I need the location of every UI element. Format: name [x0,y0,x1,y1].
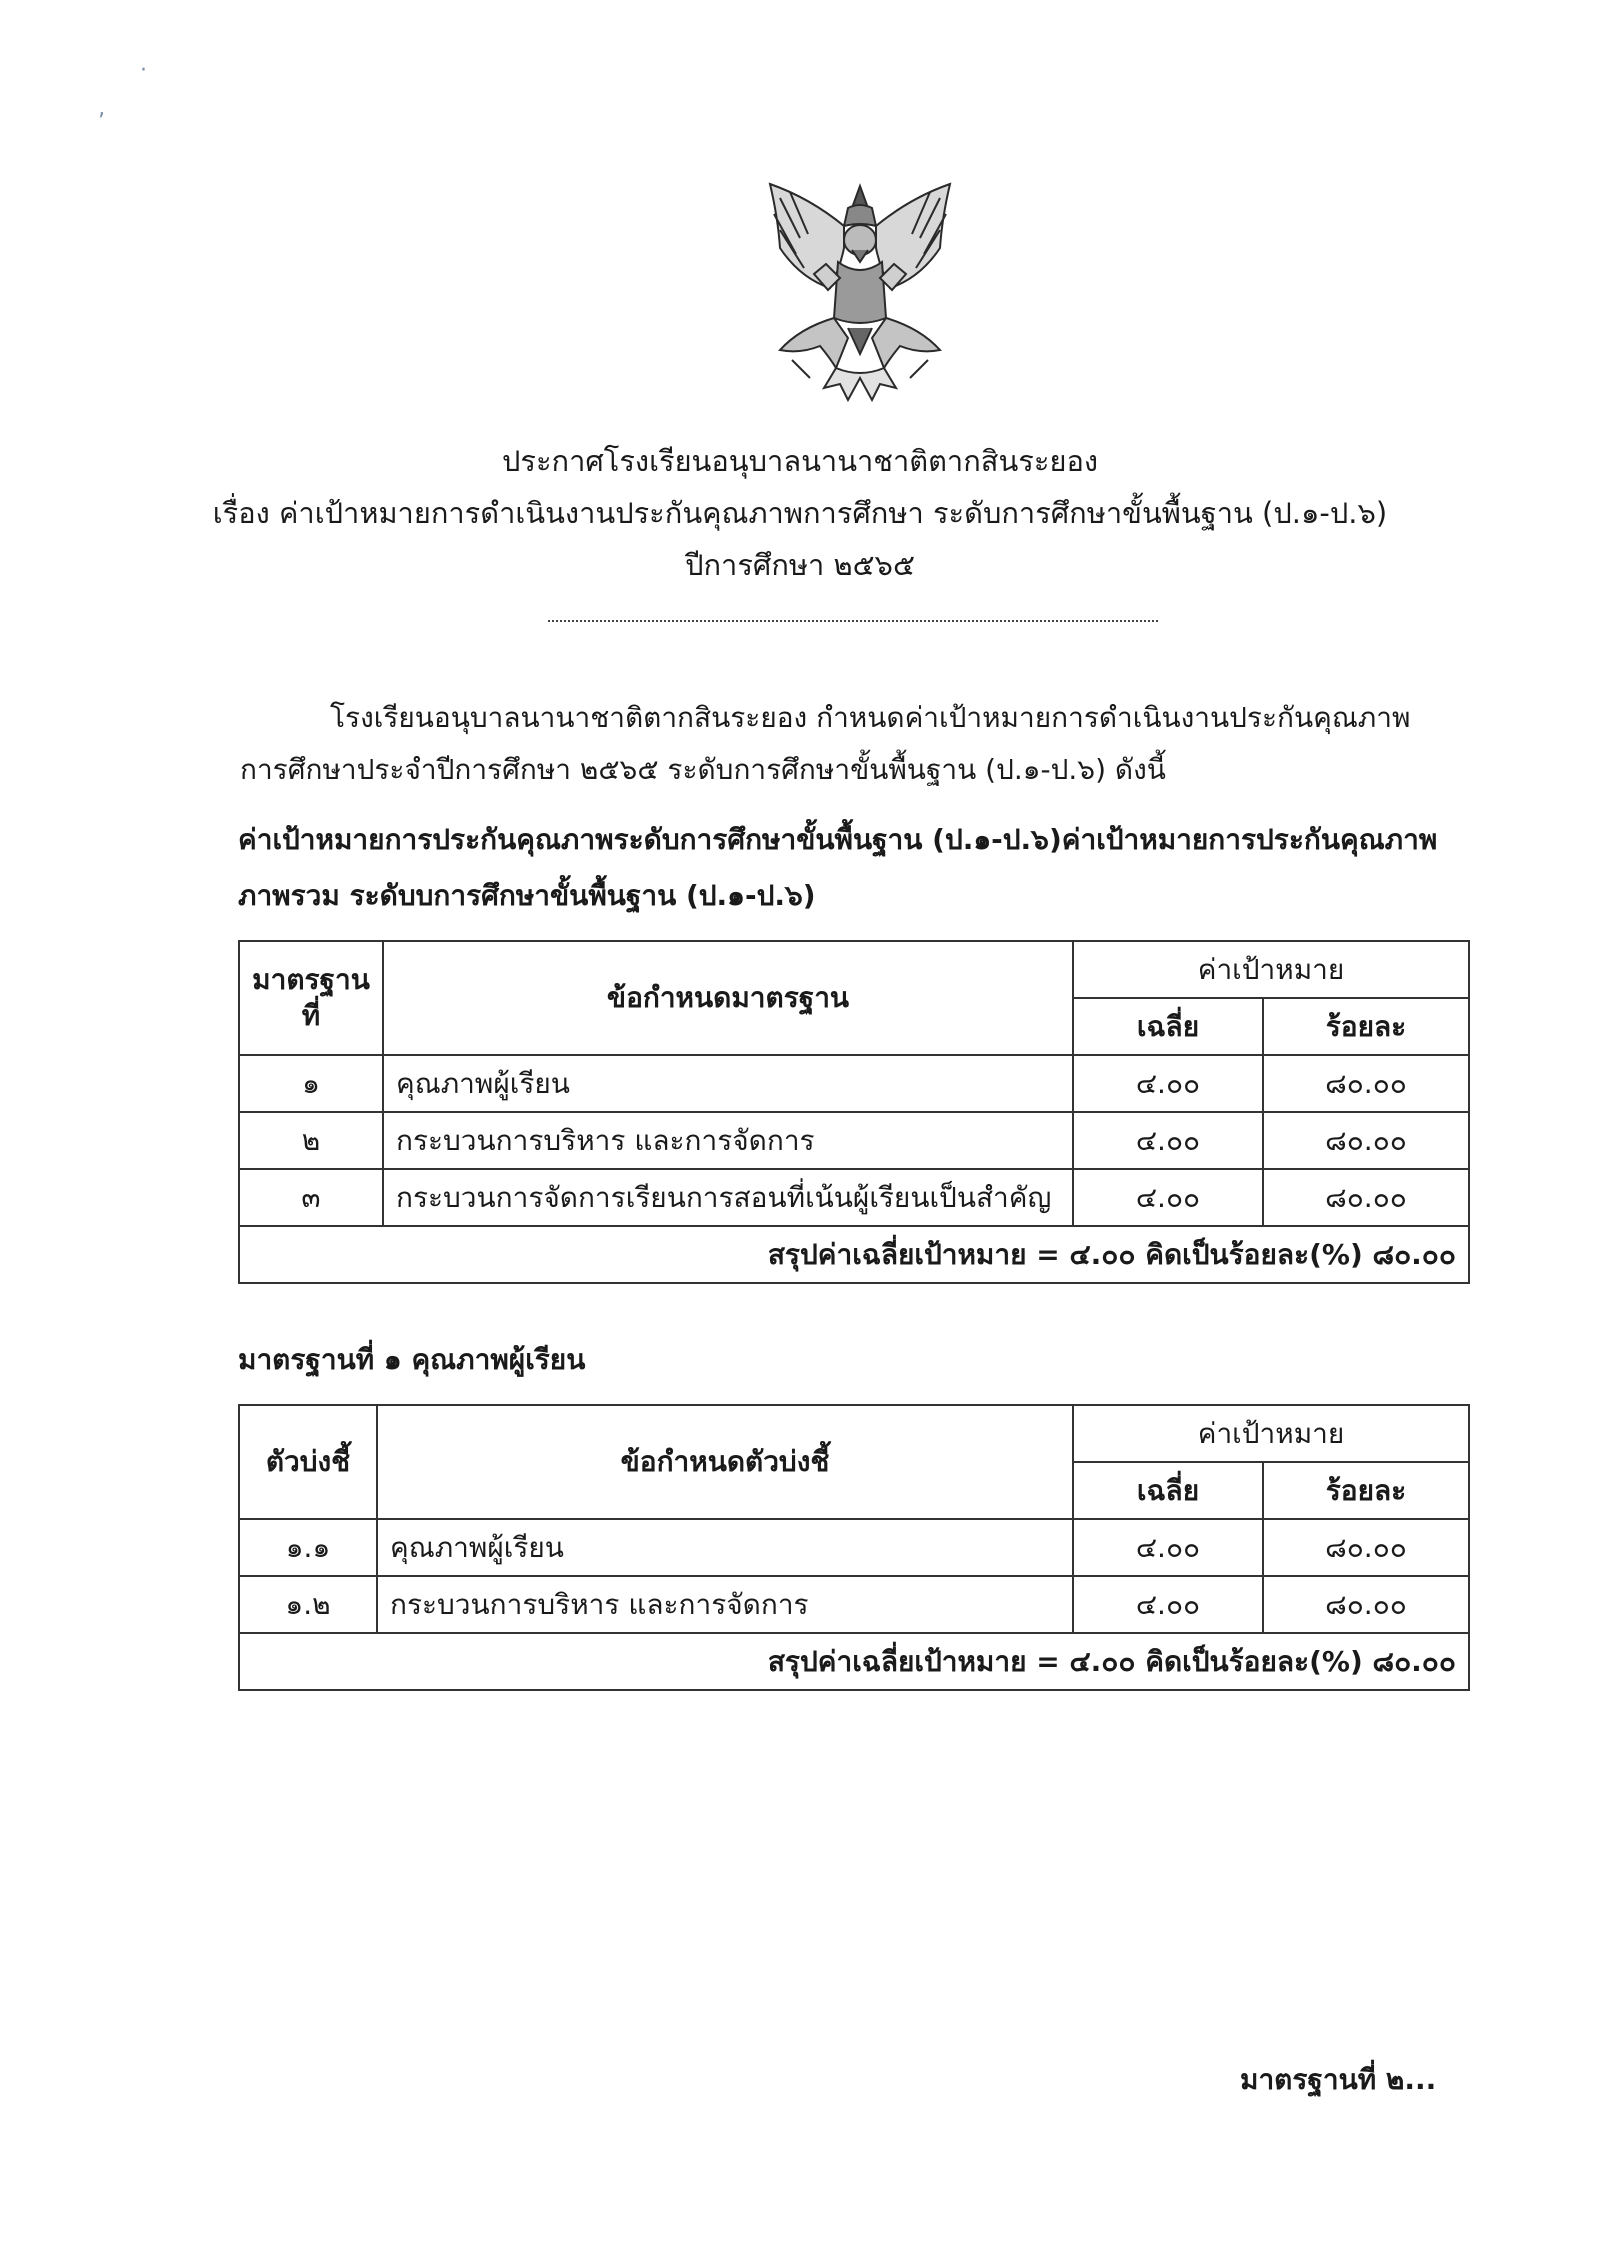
column-header-target: ค่าเป้าหมาย [1073,941,1469,998]
standards-target-table [238,940,1470,1284]
section-1-heading-line-2: ภาพรวม ระดับบการศึกษาขั้นพื้นฐาน (ป.๑-ป.๖) [238,879,816,912]
summary-text: สรุปค่าเฉลี่ยเป้าหมาย = ๔.๐๐ คิดเป็นร้อยละ(%) ๘๐.๐๐ [239,1226,1469,1283]
table-row [239,1112,1469,1169]
target-average: ๔.๐๐ [1073,1112,1263,1169]
column-header-target: ค่าเป้าหมาย [1073,1405,1469,1462]
target-percent: ๘๐.๐๐ [1263,1055,1469,1112]
column-header-indicator-desc: ข้อกำหนดตัวบ่งชี้ [377,1405,1073,1519]
target-average: ๔.๐๐ [1073,1169,1263,1226]
standard-desc: กระบวนการจัดการเรียนการสอนที่เน้นผู้เรียนเป็นสำคัญ [383,1169,1073,1226]
section-2-heading: มาตรฐานที่ ๑ คุณภาพผู้เรียน [238,1343,586,1376]
standard-no: ๒ [239,1112,383,1169]
indicator-desc: กระบวนการบริหาร และการจัดการ [377,1576,1073,1633]
target-percent: ๘๐.๐๐ [1263,1519,1469,1576]
table-row [239,1169,1469,1226]
table-row [239,1576,1469,1633]
target-average: ๔.๐๐ [1073,1519,1263,1576]
standard-desc: คุณภาพผู้เรียน [383,1055,1073,1112]
target-percent: ๘๐.๐๐ [1263,1112,1469,1169]
column-header-percent: ร้อยละ [1263,1462,1469,1519]
target-percent: ๘๐.๐๐ [1263,1169,1469,1226]
indicator-desc: คุณภาพผู้เรียน [377,1519,1073,1576]
summary-row [239,1633,1469,1690]
scan-speck: · [140,58,147,83]
intro-line-2: การศึกษาประจำปีการศึกษา ๒๕๖๕ ระดับการศึกษาขั้นพื้นฐาน (ป.๑-ป.๖) ดังนี้ [240,753,1166,786]
standard-desc: กระบวนการบริหาร และการจัดการ [383,1112,1073,1169]
standard-no: ๑ [239,1055,383,1112]
column-header-standard-desc: ข้อกำหนดมาตรฐาน [383,941,1073,1055]
announcement-subject: เรื่อง ค่าเป้าหมายการดำเนินงานประกันคุณภาพการศึกษา ระดับการศึกษาขั้นพื้นฐาน (ป.๑-ป.๖) [212,496,1388,530]
table-row [239,1055,1469,1112]
announcement-title: ประกาศโรงเรียนอนุบาลนานาชาติตากสินระยอง [501,444,1099,478]
indicator-no: ๑.๑ [239,1519,377,1576]
column-header-standard-no [239,941,383,1055]
target-percent: ๘๐.๐๐ [1263,1576,1469,1633]
column-header-average: เฉลี่ย [1073,1462,1263,1519]
column-header-percent: ร้อยละ [1263,998,1469,1055]
section-1-heading-line-1: ค่าเป้าหมายการประกันคุณภาพระดับการศึกษาขั้นพื้นฐาน (ป.๑-ป.๖)ค่าเป้าหมายการประกันคุณภาพ [238,823,1438,856]
table-row [239,1519,1469,1576]
table-header-row [239,1405,1469,1462]
garuda-emblem-icon [740,178,980,418]
column-header-average: เฉลี่ย [1073,998,1263,1055]
indicators-target-table [238,1404,1470,1691]
column-header-indicator-no: ตัวบ่งชี้ [239,1405,377,1519]
summary-text: สรุปค่าเฉลี่ยเป้าหมาย = ๔.๐๐ คิดเป็นร้อยละ(%) ๘๐.๐๐ [239,1633,1469,1690]
indicator-no: ๑.๒ [239,1576,377,1633]
page-continuation: มาตรฐานที่ ๒... [1240,2063,1437,2096]
column-header-standard-no-line-2: ที่ [301,999,321,1032]
intro-line-1: โรงเรียนอนุบาลนานาชาติตากสินระยอง กำหนดค่าเป้าหมายการดำเนินงานประกันคุณภาพ [330,701,1411,734]
column-header-standard-no-line-1: มาตรฐาน [252,962,370,996]
summary-row [239,1226,1469,1283]
dotted-divider [548,620,1158,622]
target-average: ๔.๐๐ [1073,1576,1263,1633]
scan-speck: ‚ [98,96,105,121]
target-average: ๔.๐๐ [1073,1055,1263,1112]
table-header-row [239,941,1469,998]
standard-no: ๓ [239,1169,383,1226]
announcement-year: ปีการศึกษา ๒๕๖๕ [685,548,915,582]
